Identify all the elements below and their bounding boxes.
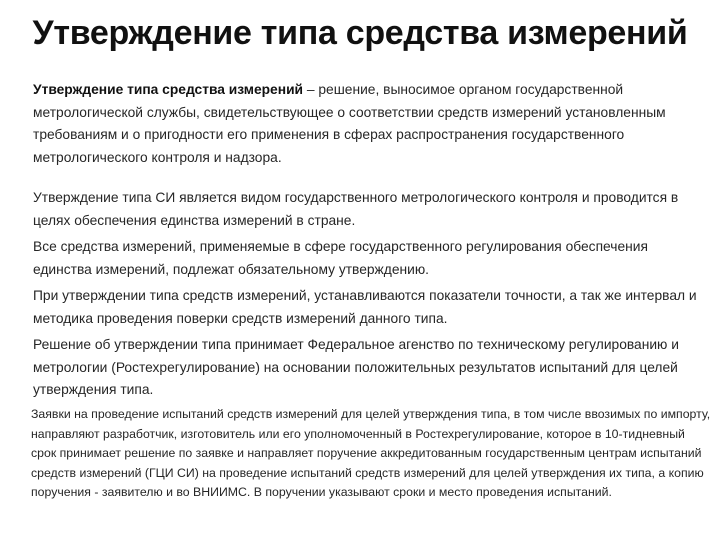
paragraph-definition [33,79,705,169]
paragraph-control-type: Утверждение типа СИ является видом государственного метрологического контроля и проводится в целях обеспечения единства измерений в стране. [33,190,679,228]
paragraph-mandatory-approval: Все средства измерений, применяемые в сфере государственного регулирования обеспечения единства измерений, подлежат обязательному утверждению. [33,239,648,277]
paragraph-applications: Заявки на проведение испытаний средств измерений для целей утверждения типа, в том числе ввозимых по импорту, направляют разработчик, изготовитель или его уполномоченный в Ростехрегулирование, которое в 10-тидневный срок принимает решение по заявке и направляет поручение аккредитованным государственным центрам испытаний средств измерений (ГЦИ СИ) на проведение испытаний средств измерений для целей утверждения их типа, а копию поручения - заявителю и во ВНИИМС. В поручении указывают сроки и место проведения испытаний. [31,407,711,500]
definition-text: – решение, выносимое органом государственной метрологической службы, свидетельствующее о соответствии средств измерений установленным требованиям и о пригодности его применения в сферах распространения государственного метрологического контроля и надзора. [33,82,666,165]
definition-term: Утверждение типа средства измерений [33,82,304,97]
paragraph-accuracy-indicators: При утверждении типа средств измерений, устанавливаются показатели точности, а так же интервал и методика проведения поверки средств измерений данного типа. [33,288,697,326]
paragraph-decision-authority: Решение об утверждении типа принимает Федеральное агенство по техническому регулированию и метрологии (Ростехрегулирование) на основании положительных результатов испытаний для целей утверждения типа. [33,337,679,398]
page-title: Утверждение типа средства измерений [32,14,688,52]
